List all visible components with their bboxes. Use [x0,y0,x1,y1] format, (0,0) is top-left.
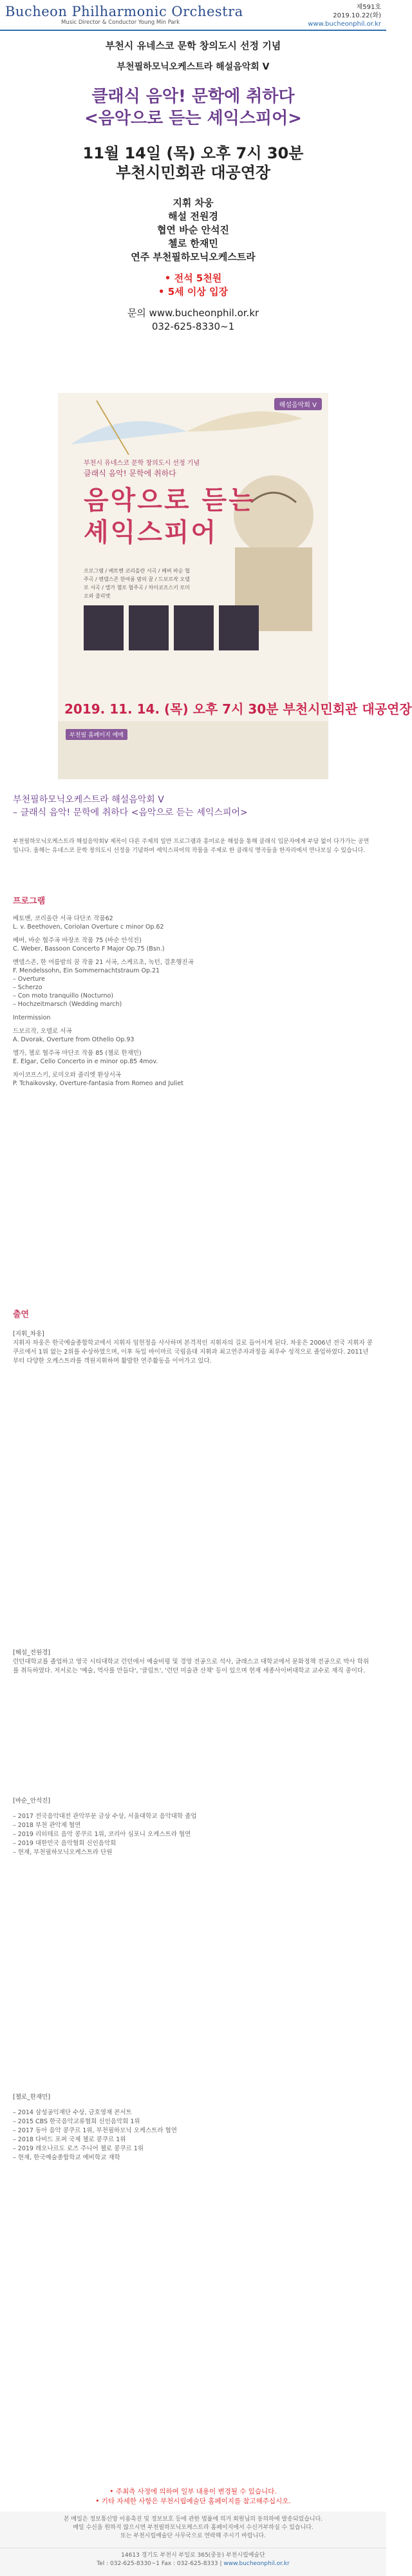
performer-photo [129,605,169,650]
bio-item: – 현재, 부천필하모닉오케스트라 단원 [13,1849,113,1856]
cello-label: [첼로_한재민] [13,2094,51,2101]
event-title-line2: <음악으로 듣는 셰익스피어> [84,109,302,128]
info-description: 부천필하모닉오케스트라 해설음악회V 제목이 다른 주제의 일반 프로그램과 흥미로운 해설을 통해 클래식 입문자에게 부담 없이 다가가는 공연입니다. 올해는 유네스코 문학 창의도시 선정을 기념하여 셰익스피어의 작품을 주제로 한 클래식 명곡들을 한자리에서 만나보실 수 있습니다. [13,838,370,854]
program-item: E. Elgar, Cello Concerto in e minor op.85 4mov. [13,1058,158,1065]
bio-item: – 2014 삼성공익재단 수상, 금호영재 콘서트 [13,2109,132,2116]
program-item: F. Mendelssohn, Ein Sommernachtstraum Op.21 [13,967,160,974]
program-item: 베토벤, 코리올란 서곡 다단조 작품62 [13,915,113,922]
poster-booking-button[interactable]: 부천필 홈페이지 예매 [66,729,127,740]
bio-item: – 2017 전국음악대전 관악부문 금상 수상, 서울대학교 음악대학 졸업 [13,1813,197,1820]
program-item: – Overture [13,976,45,983]
notice [0,2487,386,2506]
cast-item: 해설 전원경 [168,211,218,222]
newsletter-footer [0,2512,386,2576]
info-heading-line1: 부천필하모닉오케스트라 해설음악회 V [13,795,164,805]
program-item: P. Tchaikovsky, Overture-fantasia from Romeo and Juliet [13,1080,183,1087]
bio-item: – 2018 다비드 포퍼 국제 첼로 콩쿠르 1위 [13,2136,126,2143]
notice-item: • 기타 자세한 사항은 부천시립예술단 홈페이지를 참고해주십시오. [95,2497,291,2505]
program-item: A. Dvorak, Overture from Othello Op.93 [13,1036,135,1043]
bio-item: – 현재, 한국예술종합학교 예비학교 재학 [13,2154,120,2161]
footer-disclaimer [0,2512,386,2541]
event-title-line1: 클래식 음악! 문학에 취하다 [91,87,295,106]
footer-address: 14613 경기도 부천시 부일로 365(중동) 부천시립예술단 [121,2552,265,2559]
event-venue: 부천시민회관 대공연장 [115,164,271,182]
info-heading-line2: – 클래식 음악! 문학에 취하다 <음악으로 듣는 셰익스피어> [13,808,248,818]
poster-title-line2: 셰익스피어 [84,518,218,547]
footer-phone: Tel : 032-625-8330~1 Fax : 032-625-8333 [97,2561,218,2567]
program-item: L. v. Beethoven, Coriolan Overture c minor Op.62 [13,923,164,931]
cast-item: 지휘 차웅 [173,197,214,209]
conductor-label: [지휘_차웅] [13,1331,44,1338]
bio-item: – 2018 부천 관악제 협연 [13,1822,81,1829]
event-occasion: 부천시 유네스코 문학 창의도시 선정 기념 [105,40,281,52]
performer-photo [219,605,259,650]
issue-info [308,3,381,28]
program-item: 차이코프스키, 로미오와 줄리엣 환상서곡 [13,1072,122,1079]
info-heading [13,793,373,819]
header-site-link[interactable]: www.bucheonphil.or.kr [308,21,381,28]
program-item: 드보르작, 오델로 서곡 [13,1028,72,1035]
orchestra-logo[interactable]: Bucheon Philharmonic Orchestra [5,4,243,19]
performers-heading: 출연 [13,1310,30,1320]
poster-footer [58,721,328,779]
bio-item: – 2017 동아 음악 콩쿠르 1위, 부천필하모닉 오케스트라 협연 [13,2127,177,2134]
footer-line: 또는 부천시립예술단 사무국으로 연락해 주시기 바랍니다. [120,2533,266,2539]
newsletter-header [0,0,386,31]
issue-number: 제591호 [356,4,381,11]
logo-subtitle: Music Director & Conductor Young Min Park [61,19,180,26]
narrator-text: 런던대학교를 졸업하고 영국 시티대학교 런던에서 예술비평 및 경영 전공으로 석사, 글래스고 대학교에서 문화정책 전공으로 박사 학위를 취득하였다. 저서로는 '예술, 역사를 만들다', '클림트', '런던 미술관 산책' 등이 있으며 현재 세종사이버대학교 교수로 재직 중이다. [13,1658,370,1674]
bassoon-bio [13,1797,373,1857]
contact-phone: 032-625-8330~1 [151,321,235,332]
cast-list [0,196,386,264]
program-intermission: Intermission [13,1014,51,1021]
poster-program-info: 프로그램 / 베토벤 코리올란 서곡 / 베버 바순 협주곡 / 멘델스존 한여름 밤의 꿈 / 드보르작 오델로 서곡 / 엘가 첼로 협주곡 / 차이코프스키 로미오와 줄리엣 [84,568,190,599]
conductor-text: 지휘자 차웅은 한국예술종합학교에서 지휘자 임헌정을 사사하며 본격적인 지휘자의 길로 들어서게 된다. 차웅은 2006년 전국 지휘자 콩쿠르에서 1위 없는 2위를 수상하였으며, 이후 독일 바이마르 국립음대 지휘과 최고연주자과정을 최우수 성적으로 졸업하였다. 2011년부터 다양한 오케스트라를 객원지휘하며 활발한 연주활동을 이어가고 있다. [13,1340,373,1365]
ticket-price: • 전석 5천원 [164,272,222,284]
footer-tel: Tel : 032-625-8330~1 Fax : 032-625-8333 | www.bucheonphil.or.kr [97,2561,290,2567]
contact-website[interactable]: 문의 www.bucheonphil.or.kr [127,307,259,319]
issue-date: 2019.10.22(화) [333,12,381,19]
age-limit: • 5세 이상 입장 [158,286,229,298]
narrator-label: [해설_전원경] [13,1649,51,1656]
footer-line: 본 메일은 정보통신망 이용촉진 및 정보보호 등에 관한 법률에 의거 회원님의 동의하에 발송되었습니다. [63,2516,323,2523]
program-item: – Con moto tranquillo (Nocturno) [13,992,114,999]
cast-item: 첼로 한재민 [168,238,218,249]
event-date: 11월 14일 (목) 오후 7시 30분 [82,144,304,162]
event-title [0,86,386,129]
footer-line: 메일 수신을 원하지 않으시면 부천필하모닉오케스트라 홈페이지에서 수신거부하실 수 있습니다. [73,2524,314,2531]
bio-item: – 2015 CBS 한국음악교류협회 신인음악회 1위 [13,2118,140,2125]
bio-item: – 2019 레오나르도 로즈 주니어 첼로 콩쿠르 1위 [13,2145,144,2152]
footer-site-link[interactable]: www.bucheonphil.or.kr [223,2561,290,2567]
bio-item: – 2019 리히테르 음악 콩쿠르 1위, 코리아 심포니 오케스트라 협연 [13,1831,191,1838]
poster-subtitle: 클래식 음악! 문학에 취하다 [84,469,176,478]
poster-series-tag: 해설음악회 V [274,398,322,410]
poster-title-line1: 음악으로 듣는 [84,486,256,515]
poster-title [84,484,256,549]
program-item: 베버, 바순 협주곡 바장조 작품 75 (바순 안석진) [13,937,142,944]
performer-photo [84,605,124,650]
performer-photo [174,605,214,650]
program-list [13,914,373,1093]
bio-item: – 2019 대한민국 음악협회 신인음악회 [13,1840,117,1847]
event-datetime [0,144,386,182]
cast-item: 연주 부천필하모닉오케스트라 [131,251,256,263]
bassoon-label: [바순_안석진] [13,1797,51,1804]
program-item: 멘델스존, 한 여름밤의 꿈 작품 21 서곡, 스케르초, 녹턴, 결혼행진곡 [13,959,194,966]
event-intro [0,33,386,334]
conductor-bio [13,1330,373,1372]
concert-poster [58,393,412,779]
notice-item: • 주최측 사정에 의하여 일부 내용이 변경될 수 있습니다. [109,2488,277,2496]
program-item: – Hochzeitmarsch (Wedding march) [13,1001,122,1008]
ticket-info [0,272,386,299]
poster-caption: 부천시 유네스코 문학 창의도시 선정 기념 [84,460,200,467]
program-item: 엘가, 첼로 협주곡 마단조 작품 85 (첼로 한재민) [13,1050,142,1057]
program-item: C. Weber, Bassoon Concerto F Major Op.75 (Bsn.) [13,945,165,952]
contact-info [0,307,386,334]
cello-bio [13,2093,373,2163]
narrator-bio [13,1649,373,1682]
program-heading: 프로그램 [13,896,46,906]
footer-address-block [0,2552,386,2568]
program-item: – Scherzo [13,984,42,991]
cast-item: 협연 바순 안석진 [157,224,229,236]
poster-cast-photos [84,605,303,663]
poster-date: 2019. 11. 14. (목) 오후 7시 30분 부천시민회관 대공연장 [64,701,412,717]
concert-series: 부천필하모닉오케스트라 해설음악회 V [117,62,270,72]
